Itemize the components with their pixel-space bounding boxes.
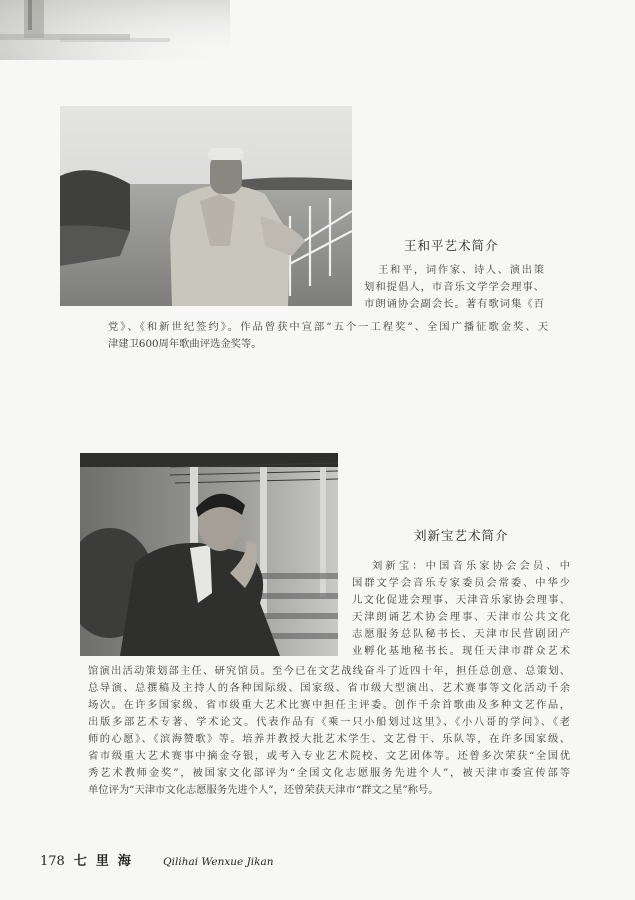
article2-line: 志愿服务总队秘书长、天津市民营剧团产 (352, 628, 570, 640)
article1-line: 王和平，词作家、诗人、演出策 (378, 264, 544, 276)
article2-line: 国群文学会音乐专家委员会常委、中华少 (352, 577, 570, 589)
article1-line: 市朗诵协会副会长。著有歌词集《百 (364, 298, 544, 310)
article2-line: 刘新宝：中国音乐家协会会员、中 (372, 560, 570, 572)
journal-pinyin: Qilihai Wenxue Jikan (163, 856, 274, 868)
article2-line: 单位评为“天津市文化志愿服务先进个人”，还曾荣获天津市“群文之星”称号。 (88, 784, 439, 796)
article1-line: 划和提倡人，市音乐文学学会理事、 (364, 281, 544, 293)
article2-line: 馆演出活动策划部主任、研究馆员。至今已在文艺战线奋斗了近四十年，担任总创意、总策划、 (88, 665, 570, 677)
article2-line: 总导演、总撰稿及主持人的各种国际级、国家级、省市级大型演出、艺术赛事等文化活动千余 (88, 682, 570, 694)
page-footer (40, 850, 274, 869)
journal-name: 七里海 (73, 854, 140, 869)
article2-line: 业孵化基地秘书长。现任天津市群众艺术 (352, 645, 570, 657)
article1-line: 党》、《和新世纪签约》。作品曾获中宣部“五个一工程奖”、全国广播征歌金奖、天 (108, 321, 548, 333)
article2-line: 省市级重大艺术赛事中摘金夺银，或考入专业艺术院校、文艺团体等。还曾多次荣获“全国优 (88, 750, 570, 762)
article2-line: 儿文化促进会理事、天津音乐家协会理事、 (352, 594, 570, 606)
article2-line: 出版多部艺术专著、学术论文。代表作品有《乘一只小船划过这里》、《小八哥的学问》、《老 (88, 716, 570, 728)
article2-line: 秀艺术教师金奖”，被国家文化部评为“全国文化志愿服务先进个人”，被天津市委宣传部等 (88, 767, 570, 779)
article2-line: 师的心愿》、《滨海赞歌》等。培养并教授大批艺术学生、文艺骨干、乐队等，在许多国家级、 (88, 733, 570, 745)
article2-line: 天津朗诵艺术协会理事、天津市公共文化 (352, 611, 570, 623)
article2-line: 场次。在许多国家级、省市级重大艺术比赛中担任主评委。创作千余首歌曲及多种文艺作品， (88, 699, 570, 711)
page-number: 178 (40, 854, 65, 869)
portrait-photo-liu (80, 453, 338, 656)
article2-heading: 刘新宝艺术简介 (414, 528, 509, 543)
article1-line: 津建卫600周年歌曲评选金奖等。 (108, 338, 262, 350)
article1-heading: 王和平艺术简介 (404, 238, 499, 253)
header-decoration (0, 0, 230, 60)
portrait-photo-wang (60, 106, 352, 306)
